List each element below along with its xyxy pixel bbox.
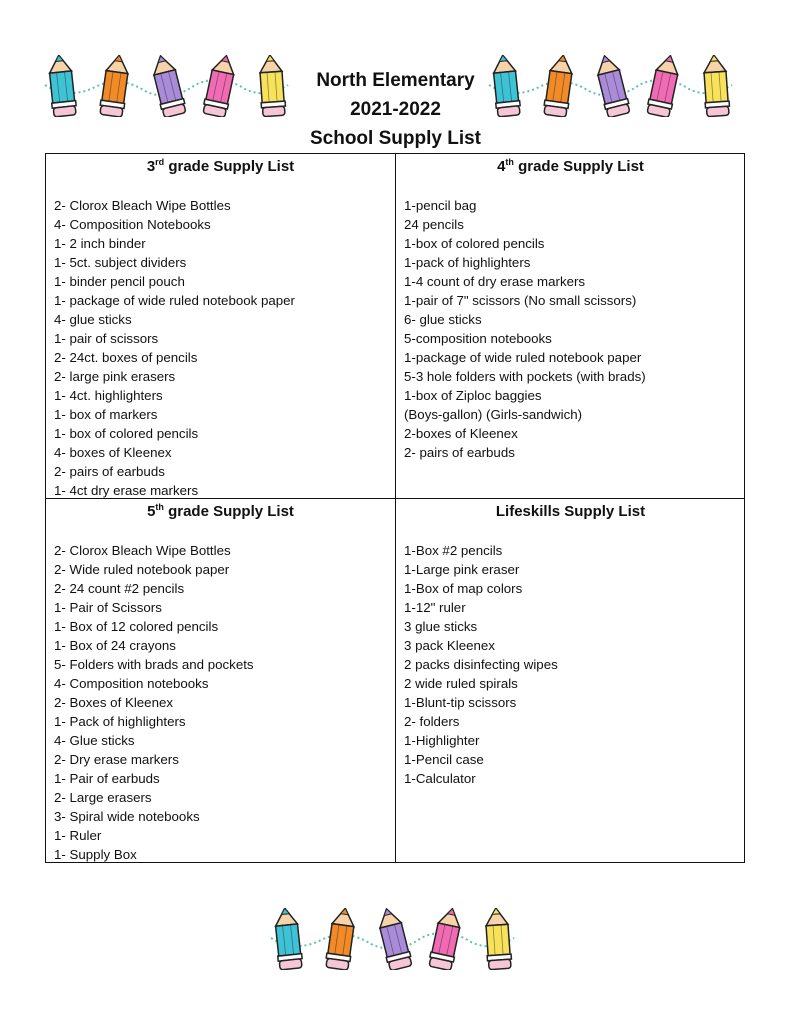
supply-item: 2- 24ct. boxes of pencils bbox=[54, 350, 198, 365]
pencil-icon bbox=[428, 908, 464, 970]
supply-item: 1- binder pencil pouch bbox=[54, 274, 185, 289]
lifeskills-items bbox=[396, 541, 745, 788]
supply-item: 1- 5ct. subject dividers bbox=[54, 255, 187, 270]
pencil-icon bbox=[273, 908, 303, 970]
supply-item: 1-Blunt-tip scissors bbox=[404, 695, 517, 710]
supply-item: 1-box of colored pencils bbox=[404, 236, 545, 251]
school-year: 2021-2022 bbox=[350, 99, 441, 120]
supply-item: 4- glue sticks bbox=[54, 312, 132, 327]
supply-item: 1- pair of scissors bbox=[54, 331, 159, 346]
supply-item: 1-pack of highlighters bbox=[404, 255, 531, 270]
document-title: School Supply List bbox=[309, 128, 481, 149]
supply-item: 2 packs disinfecting wipes bbox=[404, 657, 558, 672]
supply-item: 1- Pair of earbuds bbox=[54, 771, 160, 786]
supply-item: 1- Box of 12 colored pencils bbox=[54, 619, 219, 634]
supply-item: 3- Spiral wide notebooks bbox=[54, 809, 200, 824]
supply-item: 1-box of Ziploc baggies bbox=[404, 388, 542, 403]
supply-item: 2- Wide ruled notebook paper bbox=[54, 562, 230, 577]
supply-item: 6- glue sticks bbox=[404, 312, 482, 327]
supply-item: 1- Ruler bbox=[54, 828, 102, 843]
pencil-garland-bottom bbox=[266, 908, 516, 970]
supply-item: 2- Large erasers bbox=[54, 790, 152, 805]
supply-item: 1- package of wide ruled notebook paper bbox=[54, 293, 295, 308]
grade3-supply-list bbox=[46, 154, 395, 498]
supply-item: 1-Pencil case bbox=[404, 752, 484, 767]
supply-item: 1-pencil bag bbox=[404, 198, 477, 213]
grade4-title: 4th grade Supply List bbox=[497, 157, 644, 175]
supply-item: 1- box of markers bbox=[54, 407, 158, 422]
supply-item: 2- Boxes of Kleenex bbox=[54, 695, 174, 710]
lifeskills-title: Lifeskills Supply List bbox=[495, 503, 646, 520]
supply-item: 1-Highlighter bbox=[404, 733, 480, 748]
supply-item: 4- Glue sticks bbox=[54, 733, 135, 748]
grade3-title: 3rd grade Supply List bbox=[146, 157, 295, 175]
supply-item: 1- Pair of Scissors bbox=[54, 600, 162, 615]
supply-item: 1-12" ruler bbox=[404, 600, 466, 615]
supply-item: 1- 2 inch binder bbox=[54, 236, 146, 251]
supply-item: 2-boxes of Kleenex bbox=[404, 426, 518, 441]
supply-item: 1- box of colored pencils bbox=[54, 426, 199, 441]
supply-item: 1-Box of map colors bbox=[404, 581, 523, 596]
supply-item: 1- 4ct. highlighters bbox=[54, 388, 163, 403]
grade4-supply-list bbox=[396, 154, 745, 498]
supply-item: 2- Clorox Bleach Wipe Bottles bbox=[54, 543, 231, 558]
supply-item: 2- Dry erase markers bbox=[54, 752, 179, 767]
supply-item: 1-Large pink eraser bbox=[404, 562, 520, 577]
supply-item: 1- 4ct dry erase markers bbox=[54, 483, 199, 498]
supply-item: 1- Supply Box bbox=[54, 847, 137, 862]
supply-item: 4- Composition notebooks bbox=[54, 676, 209, 691]
supply-item: 24 pencils bbox=[404, 217, 464, 232]
supply-item: 5-3 hole folders with pockets (with brads) bbox=[404, 369, 646, 384]
supply-item: 1- Pack of highlighters bbox=[54, 714, 186, 729]
supply-item: 1-Calculator bbox=[404, 771, 476, 786]
grade5-title: 5th grade Supply List bbox=[147, 502, 294, 520]
document-header bbox=[0, 66, 791, 153]
supply-item: (Boys-gallon) (Girls-sandwich) bbox=[404, 407, 583, 422]
lifeskills-supply-list bbox=[396, 499, 745, 863]
supply-item: 5- Folders with brads and pockets bbox=[54, 657, 254, 672]
grade5-supply-list bbox=[46, 499, 395, 863]
grade5-items bbox=[46, 541, 395, 864]
supply-item: 2- 24 count #2 pencils bbox=[54, 581, 185, 596]
grade3-items bbox=[46, 196, 395, 500]
supply-item: 2 wide ruled spirals bbox=[404, 676, 518, 691]
supply-item: 1-package of wide ruled notebook paper bbox=[404, 350, 642, 365]
supply-item: 2- pairs of earbuds bbox=[404, 445, 515, 460]
pencil-icon bbox=[325, 908, 357, 970]
pencil-icon bbox=[484, 908, 512, 970]
supply-item: 2- Clorox Bleach Wipe Bottles bbox=[54, 198, 231, 213]
pencil-icon bbox=[375, 908, 413, 970]
supply-item: 4- Composition Notebooks bbox=[54, 217, 211, 232]
supply-item: 1-Box #2 pencils bbox=[404, 543, 503, 558]
supply-list-table bbox=[45, 153, 745, 863]
school-name: North Elementary bbox=[316, 70, 475, 91]
supply-item: 1- Box of 24 crayons bbox=[54, 638, 176, 653]
supply-item: 2- pairs of earbuds bbox=[54, 464, 165, 479]
grade4-items bbox=[396, 196, 745, 462]
supply-item: 3 glue sticks bbox=[404, 619, 478, 634]
supply-item: 2- large pink erasers bbox=[54, 369, 176, 384]
supply-item: 3 pack Kleenex bbox=[404, 638, 495, 653]
supply-item: 1-pair of 7" scissors (No small scissors) bbox=[404, 293, 637, 308]
supply-item: 1-4 count of dry erase markers bbox=[404, 274, 586, 289]
supply-item: 5-composition notebooks bbox=[404, 331, 552, 346]
supply-item: 2- folders bbox=[404, 714, 460, 729]
supply-item: 4- boxes of Kleenex bbox=[54, 445, 172, 460]
